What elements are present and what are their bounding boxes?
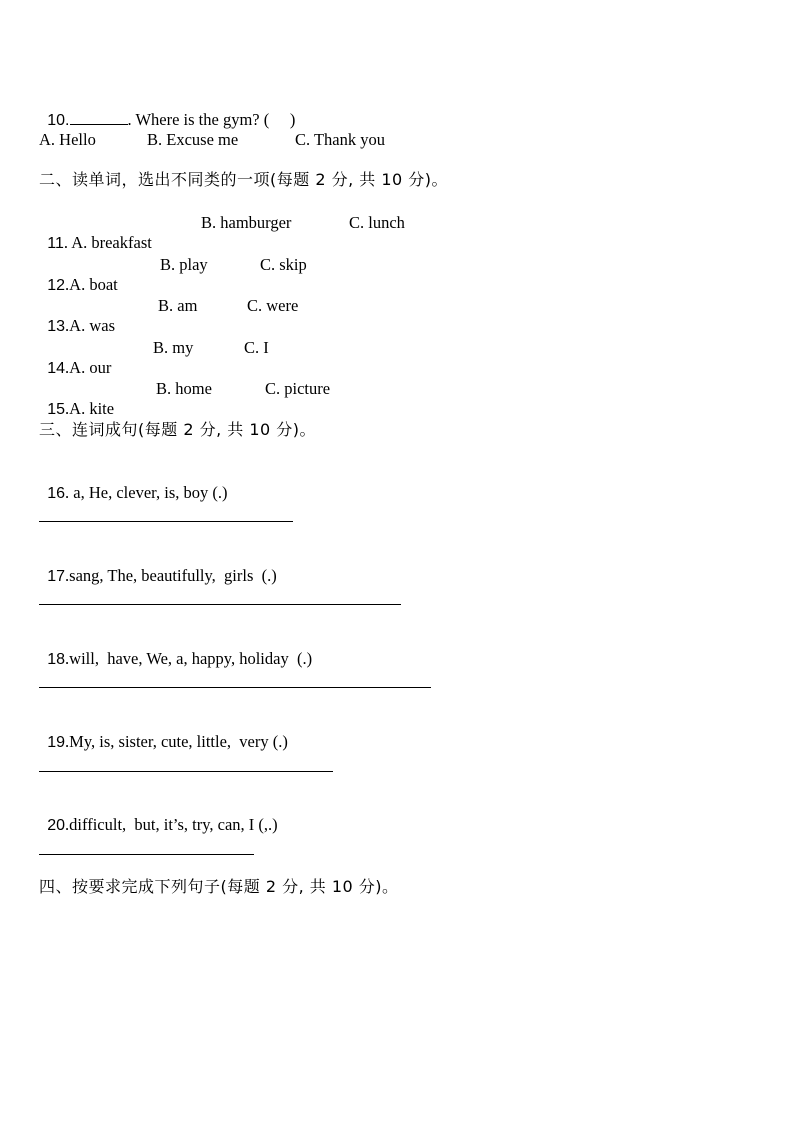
question-number: 12 — [47, 277, 66, 294]
question-number: 10. — [47, 112, 70, 129]
question-17 — [39, 546, 277, 587]
section-2-heading: 二、读单词，选出不同类的一项(每题 2 分, 共 10 分)。 — [39, 170, 449, 189]
question-number: 15 — [47, 401, 66, 418]
answer-line-18[interactable] — [39, 687, 431, 688]
question-16 — [39, 463, 228, 504]
question-number: 20 — [47, 817, 66, 834]
option-c[interactable]: C. I — [244, 338, 269, 357]
question-20 — [39, 795, 278, 836]
answer-line-16[interactable] — [39, 521, 293, 522]
question-number: 18 — [47, 651, 66, 668]
option-b[interactable]: B. my — [153, 338, 194, 357]
answer-line-19[interactable] — [39, 771, 333, 772]
option-b[interactable]: B. Excuse me — [147, 130, 239, 149]
answer-line-17[interactable] — [39, 604, 401, 605]
option-a[interactable]: .A. boat — [65, 275, 118, 294]
option-a[interactable]: .A. our — [65, 358, 112, 377]
question-text: .will, have, We, a, happy, holiday (.) — [65, 649, 313, 668]
option-b[interactable]: B. am — [158, 296, 198, 315]
option-c[interactable]: C. Thank you — [295, 130, 385, 149]
question-10 — [39, 88, 295, 131]
question-number: 16 — [47, 485, 66, 502]
answer-line-20[interactable] — [39, 854, 254, 855]
option-b[interactable]: B. play — [160, 255, 208, 274]
option-b[interactable]: B. home — [156, 379, 212, 398]
option-c[interactable]: C. lunch — [349, 213, 405, 232]
option-a[interactable]: A. Hello — [39, 130, 96, 149]
question-number: 11 — [47, 235, 64, 252]
fill-blank[interactable] — [70, 108, 128, 125]
question-text: .My, is, sister, cute, little, very (.) — [65, 732, 288, 751]
option-a[interactable]: .A. was — [65, 316, 115, 335]
option-c[interactable]: C. picture — [265, 379, 331, 398]
option-a[interactable]: . A. breakfast — [63, 233, 152, 252]
option-c[interactable]: C. were — [247, 296, 299, 315]
question-number: 13 — [47, 318, 66, 335]
section-4-heading: 四、按要求完成下列句子(每题 2 分, 共 10 分)。 — [39, 877, 399, 896]
question-text: . a, He, clever, is, boy (.) — [65, 483, 228, 502]
question-text: . Where is the gym? ( ) — [127, 110, 296, 129]
question-18 — [39, 629, 312, 670]
section-3-heading: 三、连词成句(每题 2 分, 共 10 分)。 — [39, 420, 317, 439]
question-19 — [39, 712, 288, 753]
option-c[interactable]: C. skip — [260, 255, 307, 274]
option-a[interactable]: .A. kite — [65, 399, 115, 418]
question-text: .difficult, but, it’s, try, can, I (,.) — [65, 815, 278, 834]
question-number: 14 — [47, 360, 66, 377]
question-number: 17 — [47, 568, 66, 585]
option-b[interactable]: B. hamburger — [201, 213, 292, 232]
question-text: .sang, The, beautifully, girls (.) — [65, 566, 277, 585]
question-number: 19 — [47, 734, 66, 751]
